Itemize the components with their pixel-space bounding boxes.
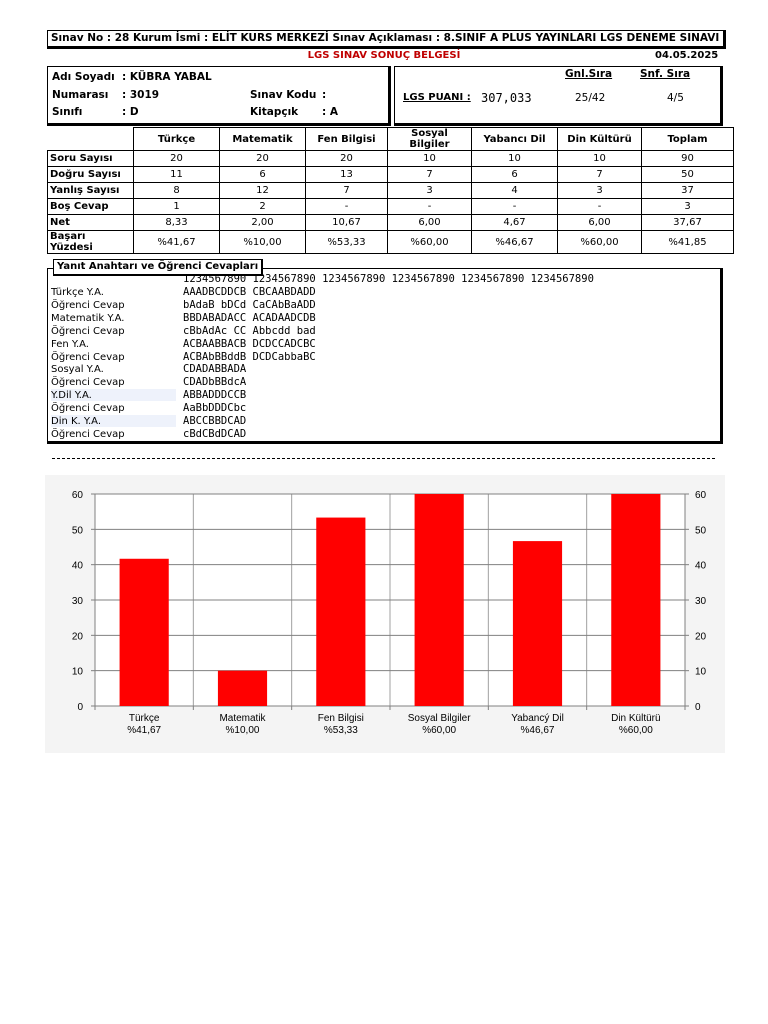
col-header: Fen Bilgisi bbox=[306, 128, 388, 151]
x-tick-sublabel: %60,00 bbox=[618, 725, 653, 736]
table-cell: %10,00 bbox=[220, 231, 306, 254]
row-label: Boş Cevap bbox=[48, 199, 134, 215]
bar bbox=[120, 559, 169, 706]
student-class: : D bbox=[122, 106, 139, 118]
table-cell: 12 bbox=[220, 183, 306, 199]
table-cell: 8 bbox=[134, 183, 220, 199]
y-tick-label: 40 bbox=[71, 560, 83, 572]
answer-key-code: ABCCBBDCAD bbox=[183, 415, 247, 427]
table-cell: 11 bbox=[134, 167, 220, 183]
divider bbox=[52, 458, 715, 459]
y-tick-label: 50 bbox=[71, 525, 83, 537]
answer-key-label: Öğrenci Cevap bbox=[51, 428, 125, 440]
number-label: Numarası bbox=[52, 89, 109, 101]
table-cell: 6 bbox=[472, 167, 558, 183]
table-cell: 37,67 bbox=[642, 215, 734, 231]
row-label: Net bbox=[48, 215, 134, 231]
x-tick-label: Yabancý Dil bbox=[511, 713, 564, 724]
answer-key-code: CDADABBADA bbox=[183, 363, 247, 376]
answer-key-code: cBdCBdDCAD bbox=[183, 427, 247, 440]
table-row bbox=[48, 215, 734, 231]
table-cell: 6,00 bbox=[388, 215, 472, 231]
lgs-score: 307,033 bbox=[481, 91, 532, 105]
x-tick-label: Türkçe bbox=[128, 713, 160, 724]
answer-key-label: Öğrenci Cevap bbox=[51, 351, 125, 363]
exam-code: : bbox=[322, 89, 327, 101]
row-label: Doğru Sayısı bbox=[48, 167, 134, 183]
success-chart bbox=[45, 475, 725, 753]
class-label: Sınıfı bbox=[52, 106, 83, 118]
table-row bbox=[48, 231, 734, 254]
row-label: Soru Sayısı bbox=[48, 151, 134, 167]
answer-key-title: Yanıt Anahtarı ve Öğrenci Cevapları bbox=[53, 259, 263, 276]
table-cell: 20 bbox=[134, 151, 220, 167]
answer-key-code: BBDABADACC ACADAADCDB bbox=[183, 311, 316, 324]
table-cell: - bbox=[388, 199, 472, 215]
answer-key-label: Öğrenci Cevap bbox=[51, 325, 125, 337]
corner-cell bbox=[48, 128, 134, 151]
answer-key-label: Matematik Y.A. bbox=[51, 312, 125, 324]
answer-key-label: Öğrenci Cevap bbox=[51, 403, 125, 415]
table-cell: - bbox=[558, 199, 642, 215]
exam-code-label: Sınav Kodu bbox=[250, 89, 317, 101]
answer-key-label: Öğrenci Cevap bbox=[51, 299, 125, 311]
y-tick-label-right: 10 bbox=[695, 666, 707, 678]
col-header: Din Kültürü bbox=[558, 128, 642, 151]
table-cell: %60,00 bbox=[388, 231, 472, 254]
answer-key-code: ACBAbBBddB DCDCabbaBC bbox=[183, 350, 316, 363]
table-cell: 10 bbox=[472, 151, 558, 167]
table-cell: 37 bbox=[642, 183, 734, 199]
answer-key-code: CDADbBBdcA bbox=[183, 376, 247, 389]
table-cell: %53,33 bbox=[306, 231, 388, 254]
table-cell: 3 bbox=[642, 199, 734, 215]
x-tick-label: Matematik bbox=[219, 713, 266, 724]
answer-key-label: Din K. Y.A. bbox=[51, 416, 102, 427]
answer-key-label: Fen Y.A. bbox=[51, 338, 89, 350]
answer-key-label: Türkçe Y.A. bbox=[51, 287, 104, 298]
table-cell: 7 bbox=[388, 167, 472, 183]
y-tick-label: 30 bbox=[71, 596, 83, 607]
y-tick-label-right: 20 bbox=[695, 631, 707, 643]
col-header: Yabancı Dil bbox=[472, 128, 558, 151]
col-header: Sosyal Bilgiler bbox=[388, 128, 472, 151]
document-date: 04.05.2025 bbox=[655, 50, 719, 61]
table-cell: %60,00 bbox=[558, 231, 642, 254]
answer-key-code: ACBAABBACB DCDCCADCBC bbox=[183, 337, 316, 350]
table-cell: %41,85 bbox=[642, 231, 734, 254]
score-box bbox=[394, 66, 723, 126]
answer-key-code: cBbAdAc CC Abbcdd bad bbox=[183, 324, 316, 337]
student-info-box bbox=[47, 66, 391, 126]
bar bbox=[316, 518, 365, 706]
answer-key-code: AAADBCDDCB CBCAABDADD bbox=[183, 286, 316, 298]
y-tick-label-right: 50 bbox=[695, 525, 707, 537]
table-row bbox=[48, 199, 734, 215]
x-tick-label: Sosyal Bilgiler bbox=[407, 713, 471, 724]
name-label: Adı Soyadı bbox=[52, 71, 115, 83]
document-title: LGS SINAV SONUÇ BELGESİ bbox=[307, 50, 461, 61]
bar bbox=[513, 541, 562, 706]
answer-key-label: Öğrenci Cevap bbox=[51, 377, 125, 389]
booklet-label: Kitapçık bbox=[250, 106, 299, 118]
table-row bbox=[48, 167, 734, 183]
exam-header: Sınav No : 28 Kurum İsmi : ELİT KURS MERKEZİ Sınav Açıklaması : 8.SINIF A PLUS YAYINLARI LGS DENEME SINAVI bbox=[47, 30, 726, 49]
row-label: Yanlış Sayısı bbox=[48, 183, 134, 199]
y-tick-label-right: 30 bbox=[695, 596, 707, 607]
table-cell: 4 bbox=[472, 183, 558, 199]
table-cell: %41,67 bbox=[134, 231, 220, 254]
table-cell: 6,00 bbox=[558, 215, 642, 231]
x-tick-sublabel: %10,00 bbox=[225, 725, 260, 736]
table-cell: 10,67 bbox=[306, 215, 388, 231]
gnl-rank-label: Gnl.Sıra bbox=[565, 68, 613, 80]
answer-key-code: ABBADDDCCB bbox=[183, 389, 247, 402]
lgs-score-label: LGS PUANI : bbox=[403, 92, 471, 103]
bar bbox=[415, 494, 464, 706]
table-cell: %46,67 bbox=[472, 231, 558, 254]
table-cell: 10 bbox=[388, 151, 472, 167]
booklet: : A bbox=[322, 106, 338, 118]
snf-rank-label: Snf. Sıra bbox=[640, 68, 691, 80]
table-cell: 20 bbox=[220, 151, 306, 167]
x-tick-sublabel: %46,67 bbox=[520, 725, 555, 736]
table-cell: 7 bbox=[306, 183, 388, 199]
y-tick-label-right: 40 bbox=[695, 560, 707, 572]
table-cell: - bbox=[306, 199, 388, 215]
y-tick-label-right: 60 bbox=[695, 490, 707, 501]
table-cell: - bbox=[472, 199, 558, 215]
bar bbox=[218, 671, 267, 706]
table-row bbox=[48, 151, 734, 167]
gnl-rank: 25/42 bbox=[575, 92, 606, 104]
bar bbox=[611, 494, 660, 706]
table-cell: 2,00 bbox=[220, 215, 306, 231]
answer-key-header: 1234567890 1234567890 1234567890 1234567890 1234567890 1234567890 bbox=[183, 273, 594, 285]
table-cell: 7 bbox=[558, 167, 642, 183]
snf-rank: 4/5 bbox=[667, 92, 684, 104]
table-cell: 50 bbox=[642, 167, 734, 183]
table-cell: 3 bbox=[388, 183, 472, 199]
table-cell: 20 bbox=[306, 151, 388, 167]
answer-key-label: Y.Dil Y.A. bbox=[51, 390, 92, 402]
x-tick-sublabel: %41,67 bbox=[127, 725, 162, 736]
table-cell: 1 bbox=[134, 199, 220, 215]
col-header: Türkçe bbox=[134, 128, 220, 151]
table-cell: 10 bbox=[558, 151, 642, 167]
col-header: Matematik bbox=[220, 128, 306, 151]
row-label: Başarı Yüzdesi bbox=[48, 231, 134, 254]
table-cell: 13 bbox=[306, 167, 388, 183]
results-header-row bbox=[48, 128, 734, 151]
student-number: : 3019 bbox=[122, 89, 160, 101]
table-cell: 90 bbox=[642, 151, 734, 167]
x-tick-label: Fen Bilgisi bbox=[317, 713, 364, 724]
table-row bbox=[48, 183, 734, 199]
x-tick-sublabel: %60,00 bbox=[422, 725, 457, 736]
answer-key-code: AaBbDDDCbc bbox=[183, 402, 247, 415]
student-name: : KÜBRA YABAL bbox=[122, 71, 212, 83]
y-tick-label: 0 bbox=[77, 702, 83, 713]
table-cell: 3 bbox=[558, 183, 642, 199]
results-table bbox=[47, 127, 734, 254]
y-tick-label: 60 bbox=[71, 490, 83, 501]
answer-key-code: bAdaB bDCd CaCAbBaADD bbox=[183, 298, 316, 311]
col-header: Toplam bbox=[642, 128, 734, 151]
y-tick-label: 20 bbox=[71, 631, 83, 643]
table-cell: 8,33 bbox=[134, 215, 220, 231]
y-tick-label-right: 0 bbox=[695, 702, 701, 713]
table-cell: 4,67 bbox=[472, 215, 558, 231]
y-tick-label: 10 bbox=[71, 666, 83, 678]
answer-key-label: Sosyal Y.A. bbox=[51, 364, 104, 376]
table-cell: 6 bbox=[220, 167, 306, 183]
x-tick-sublabel: %53,33 bbox=[323, 725, 358, 736]
table-cell: 2 bbox=[220, 199, 306, 215]
x-tick-label: Din Kültürü bbox=[611, 713, 661, 724]
